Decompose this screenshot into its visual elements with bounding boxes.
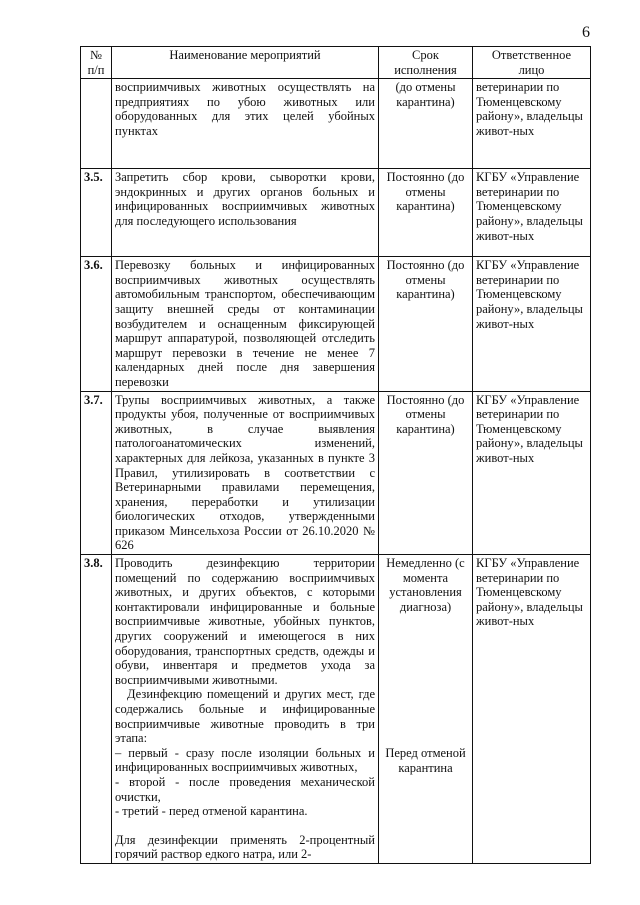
table-header-row <box>81 47 591 79</box>
header-term: Срок исполнения <box>379 47 473 79</box>
header-responsible: Ответственное лицо <box>473 47 591 79</box>
row-responsible: КГБУ «Управление ветеринарии по Тюменцевскому району», владельцы живот-ных <box>473 257 591 391</box>
row-responsible: КГБУ «Управление ветеринарии по Тюменцевскому району», владельцы живот-ных <box>473 391 591 555</box>
row-responsible: КГБУ «Управление ветеринарии по Тюменцевскому району», владельцы живот-ных <box>473 169 591 257</box>
row-number <box>81 79 112 169</box>
header-number: № п/п <box>81 47 112 79</box>
row-term: Постоянно (до отмены карантина) <box>379 169 473 257</box>
table-row <box>81 169 591 257</box>
row-measure-text <box>112 555 379 864</box>
row-number: 3.8. <box>81 555 112 864</box>
row-number: 3.6. <box>81 257 112 391</box>
measure-list-item: - второй - после проведения механической очистки, <box>115 774 375 804</box>
row-term: Постоянно (до отмены карантина) <box>379 257 473 391</box>
page-number: 6 <box>582 24 590 41</box>
row-responsible: ветеринарии по Тюменцевскому району», владельцы живот-ных <box>473 79 591 169</box>
table-row <box>81 79 591 169</box>
header-measure-name: Наименование мероприятий <box>112 47 379 79</box>
row-term: (до отмены карантина) <box>379 79 473 169</box>
row-responsible: КГБУ «Управление ветеринарии по Тюменцевскому району», владельцы живот-ных <box>473 555 591 864</box>
table-row <box>81 257 591 391</box>
measure-list-item: - третий - перед отменой карантина. <box>115 804 308 819</box>
row-term: Постоянно (до отмены карантина) <box>379 391 473 555</box>
measure-list-item: – первый - сразу после изоляции больных и инфицированных восприимчивых животных, <box>115 745 375 775</box>
measure-paragraph: Для дезинфекции применять 2-процентный горячий раствор едкого натра, или 2- <box>115 832 375 862</box>
row-number: 3.5. <box>81 169 112 257</box>
table-row <box>81 555 591 864</box>
measure-paragraph: Проводить дезинфекцию территории помещений по содержанию восприимчивых животных, и других объектов, с которыми контактировали инфицированные и больные восприимчивые животные, убойных пунктов, других сооружений и имеющегося в них оборудования, транспортных средств, одежды и обуви, инвентаря и предметов ухода за восприимчивыми животными. <box>115 556 375 687</box>
row-measure-text: Трупы восприимчивых животных, а также продукты убоя, полученные от восприимчивых животных, в случае выявления патологоанатомических изменений, характерных для лейкоза, указанных в пункте 3 Правил, утилизировать в соответствии с Ветеринарными правилами перемещения, хранения, переработки и утилизации биологических отходов, утвержденными приказом Минсельхоза России от 26.10.2020 № 626 <box>112 391 379 555</box>
row-measure-text: Перевозку больных и инфицированных восприимчивых животных осуществлять автомобильным транспортом, обеспечивающим защиту внешней среды от контаминации возбудителем и оснащенным фиксирующей маршрут аппаратурой, позволяющей отследить маршрут перевозки в течение не менее 7 календарных дней после дня завершения перевозки <box>112 257 379 391</box>
row-measure-text: восприимчивых животных осуществлять на предприятиях по убою животных или оборудованных для этих целей убойных пунктах <box>112 79 379 169</box>
row-term <box>379 555 473 864</box>
table-row <box>81 391 591 555</box>
term-before-quarantine-lift: Перед отменой карантина <box>385 746 466 776</box>
term-immediate: Немедленно (с момента установления диагноза) <box>386 556 465 614</box>
row-number: 3.7. <box>81 391 112 555</box>
row-measure-text: Запретить сбор крови, сыворотки крови, эндокринных и других органов больных и инфицированных восприимчивых животных для последующего использования <box>112 169 379 257</box>
measure-paragraph: Дезинфекцию помещений и других мест, где содержались больные и инфицированные восприимчивые животные проводить в три этапа: <box>115 687 375 746</box>
measures-table <box>80 46 591 864</box>
